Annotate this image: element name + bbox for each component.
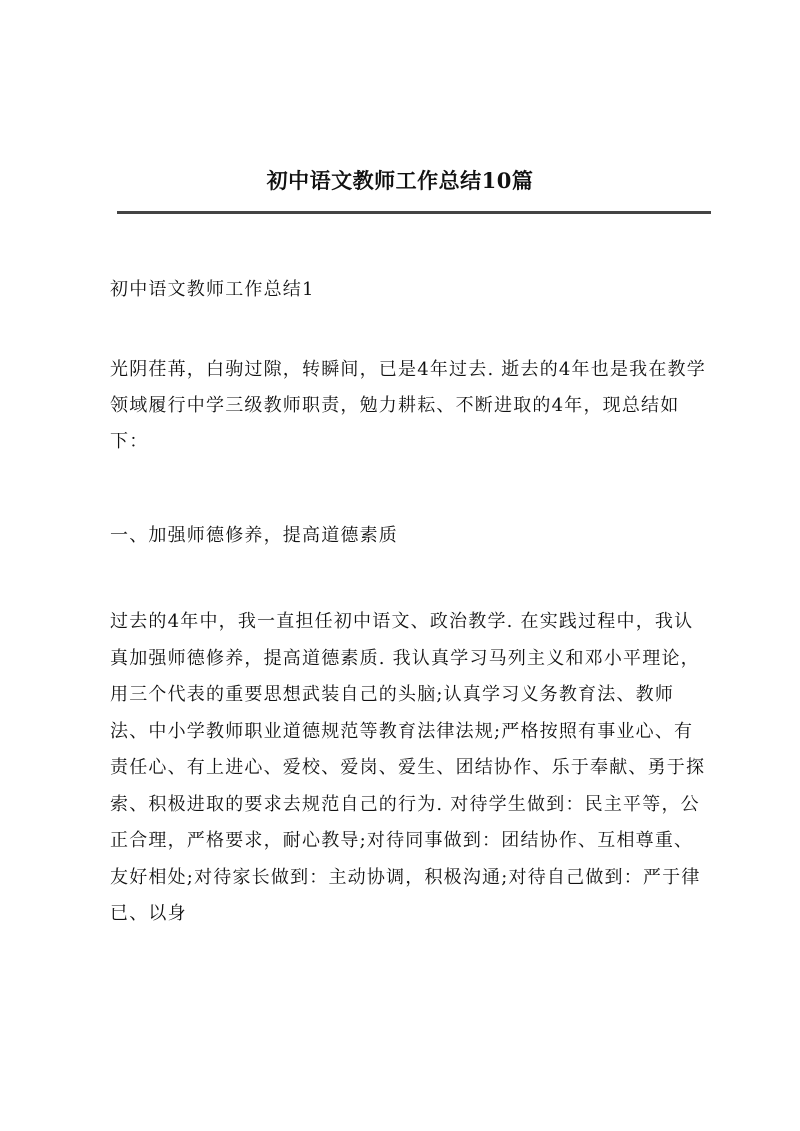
body-paragraph: 过去的4年中，我一直担任初中语文、政治教学. 在实践过程中，我认真加强师德修养，提高道德素质. 我认真学习马列主义和邓小平理论，用三个代表的重要思想武装自己的头脑;认真学习义务教育法、教师法、中小学教师职业道德规范等教育法律法规;严格按照有事业心、有责任心、有上进心、爱校、爱岗、爱生、团结协作、乐于奉献、勇于探索、积极进取的要求去规范自己的行为. 对待学生做到：民主平等，公正合理，严格要求，耐心教导;对待同事做到：团结协作、互相尊重、友好相处;对待家长做到：主动协调，积极沟通;对待自己做到：严于律已、以身 xyxy=(110,611,706,924)
title-divider xyxy=(117,211,711,214)
section-heading: 一、加强师德修养，提高道德素质 xyxy=(110,525,398,546)
page-title: 初中语文教师工作总结10篇 xyxy=(266,168,534,193)
document-subtitle: 初中语文教师工作总结1 xyxy=(110,279,315,300)
intro-paragraph: 光阴荏苒，白驹过隙，转瞬间，已是4年过去. 逝去的4年也是我在教学领域履行中学三级教师职责，勉力耕耘、不断进取的4年，现总结如下： xyxy=(110,359,706,452)
